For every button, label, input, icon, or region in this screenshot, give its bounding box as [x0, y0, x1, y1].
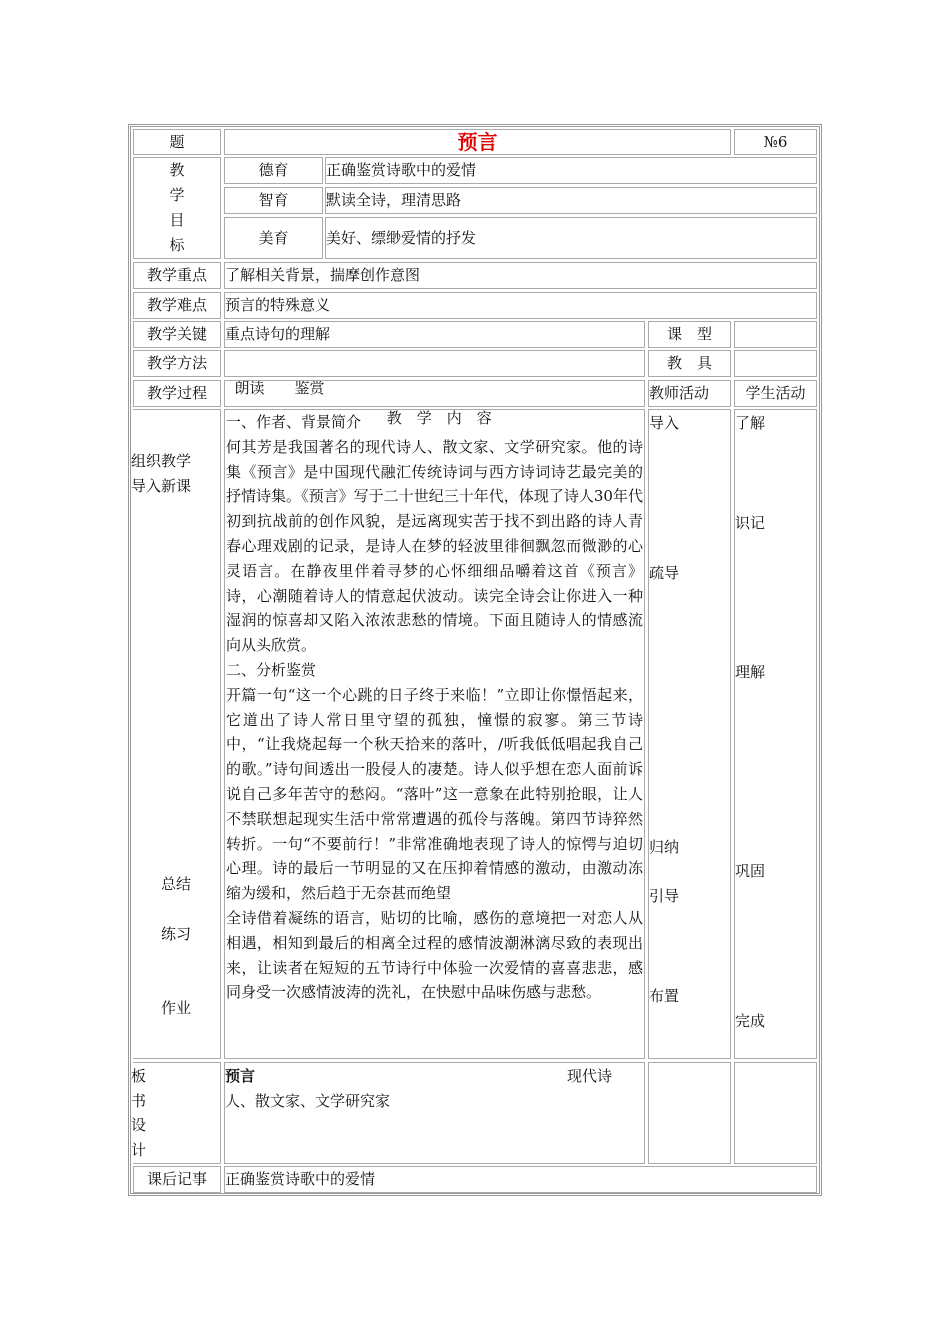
student-activity-item: 识记 — [735, 514, 766, 532]
stage-organize: 组织教学 — [131, 452, 192, 470]
teaching-aid-value-cell — [734, 350, 817, 377]
lesson-title-cell — [224, 129, 731, 155]
teacher-activity-item: 导入 — [649, 414, 680, 432]
lesson-type-label-cell: 课 型 — [648, 321, 731, 348]
lesson-number-cell — [734, 129, 817, 155]
student-activity-header: 学生活动 — [734, 380, 817, 407]
difficulty-label-cell: 教学难点 — [133, 292, 221, 319]
teacher-activity-item: 归纳 — [649, 838, 680, 856]
teacher-activity-header: 教师活动 — [648, 380, 731, 407]
key-value-cell: 重点诗句的理解 — [224, 321, 645, 348]
topic-label-cell — [133, 129, 221, 155]
focus-label-cell: 教学重点 — [133, 262, 221, 289]
student-activity-item: 理解 — [735, 663, 766, 681]
board-char: 书 — [131, 1092, 147, 1110]
section3-text: 全诗借着凝练的语言，贴切的比喻，感伤的意境把一对恋人从相遇，相知到最后的相离全过程的感情波潮淋漓尽致的表现出来，让读者在短短的五节诗行中体验一次爱情的喜喜悲悲，感同身受一次感情波涛的洗礼，在快慰中品味伤感与悲愁。 — [226, 908, 643, 1002]
objective-content-moral: 正确鉴赏诗歌中的爱情 — [325, 157, 817, 184]
board-title: 预言 — [225, 1067, 256, 1085]
stage-summary: 总结 — [161, 875, 192, 893]
board-char: 板 — [131, 1067, 147, 1085]
section1-title: 一、作者、背景简介 — [226, 413, 362, 431]
objectives-label-cell — [133, 157, 221, 259]
section1-text: 何其芳是我国著名的现代诗人、散文家、文学研究家。他的诗集《预言》是中国现代融汇传统诗词与西方诗词诗艺最完美的抒情诗集。《预言》写于二十世纪三十年代，体现了诗人30年代初到抗战前的创作风貌，是远离现实苦于找不到出路的诗人青春心理戏剧的记录，是诗人在梦的轻波里徘徊飘忽而微渺的心灵语言。在静夜里伴着寻梦的心怀细细品嚼着这首《预言》诗，心潮随着诗人的情意起伏波动。读完全诗会让你进入一种湿润的惊喜却又陷入浓浓悲愁的情境。下面且随诗人的情感流向从头欣赏。 — [226, 437, 643, 655]
board-teacher-cell — [648, 1062, 731, 1164]
process-label-cell: 教学过程 — [133, 380, 221, 407]
stage-homework: 作业 — [161, 999, 192, 1017]
student-activity-item: 了解 — [735, 414, 766, 432]
process-content-cell — [224, 409, 645, 1059]
process-stage-cell — [133, 409, 221, 1059]
objectives-char: 目 — [169, 211, 185, 229]
board-student-cell — [734, 1062, 817, 1164]
process-content-header: 教 学 内 容 — [224, 380, 645, 407]
teacher-activity-cell — [648, 409, 731, 1059]
board-char: 设 — [131, 1116, 147, 1134]
objective-type-aesthetic: 美育 — [224, 217, 323, 259]
stage-practice: 练习 — [161, 925, 192, 943]
student-activity-cell — [734, 409, 817, 1059]
board-line1-right: 现代诗 — [567, 1067, 613, 1085]
lesson-title: 预言 — [457, 130, 498, 154]
stage-introduce: 导入新课 — [131, 477, 192, 495]
method-value-cell: 朗读 鉴赏 — [224, 350, 645, 377]
board-char: 计 — [131, 1141, 147, 1159]
student-activity-item: 巩固 — [735, 862, 766, 880]
key-label-cell: 教学关键 — [133, 321, 221, 348]
objective-content-intellect: 默读全诗，理清思路 — [325, 187, 817, 214]
focus-value-cell: 了解相关背景，揣摩创作意图 — [224, 262, 817, 289]
board-line2: 人、散文家、文学研究家 — [225, 1092, 391, 1110]
board-label-cell — [133, 1062, 221, 1164]
objectives-char: 标 — [169, 236, 185, 254]
difficulty-value-cell: 预言的特殊意义 — [224, 292, 817, 319]
method-label-cell: 教学方法 — [133, 350, 221, 377]
notes-value-cell: 正确鉴赏诗歌中的爱情 — [224, 1166, 817, 1193]
objective-type-intellect: 智育 — [224, 187, 323, 214]
lesson-number: №6 — [763, 133, 788, 151]
teacher-activity-item: 引导 — [649, 887, 680, 905]
objectives-char: 学 — [169, 186, 185, 204]
objective-type-moral: 德育 — [224, 157, 323, 184]
teacher-activity-item: 疏导 — [649, 564, 680, 582]
teacher-activity-item: 布置 — [649, 987, 680, 1005]
lesson-type-value-cell — [734, 321, 817, 348]
notes-label-cell: 课后记事 — [133, 1166, 221, 1193]
section2-text: 开篇一句“这一个心跳的日子终于来临！”立即让你憬悟起来，它道出了诗人常日里守望的孤独，憧憬的寂寥。第三节诗中，“让我烧起每一个秋天拾来的落叶，/听我低低唱起我自己的歌。”诗句间透出一股侵人的凄楚。诗人似乎想在恋人面前诉说自己多年苦守的愁闷。“落叶”这一意象在此特别抢眼，让人不禁联想起现实生活中常常遭遇的孤伶与落魄。第四节诗猝然转折。一句“不要前行！”非常准确地表现了诗人的惊愕与迫切心理。诗的最后一节明显的又在压抑着情感的激动，由激动冻缩为缓和，然后趋于无奈甚而绝望 — [226, 685, 643, 903]
teaching-aid-label-cell: 教 具 — [648, 350, 731, 377]
topic-label: 题 — [169, 133, 185, 151]
objective-content-aesthetic: 美好、缥缈爱情的抒发 — [325, 217, 817, 259]
section2-title: 二、分析鉴赏 — [226, 660, 317, 679]
objectives-char: 教 — [169, 161, 185, 179]
student-activity-item: 完成 — [735, 1012, 766, 1030]
